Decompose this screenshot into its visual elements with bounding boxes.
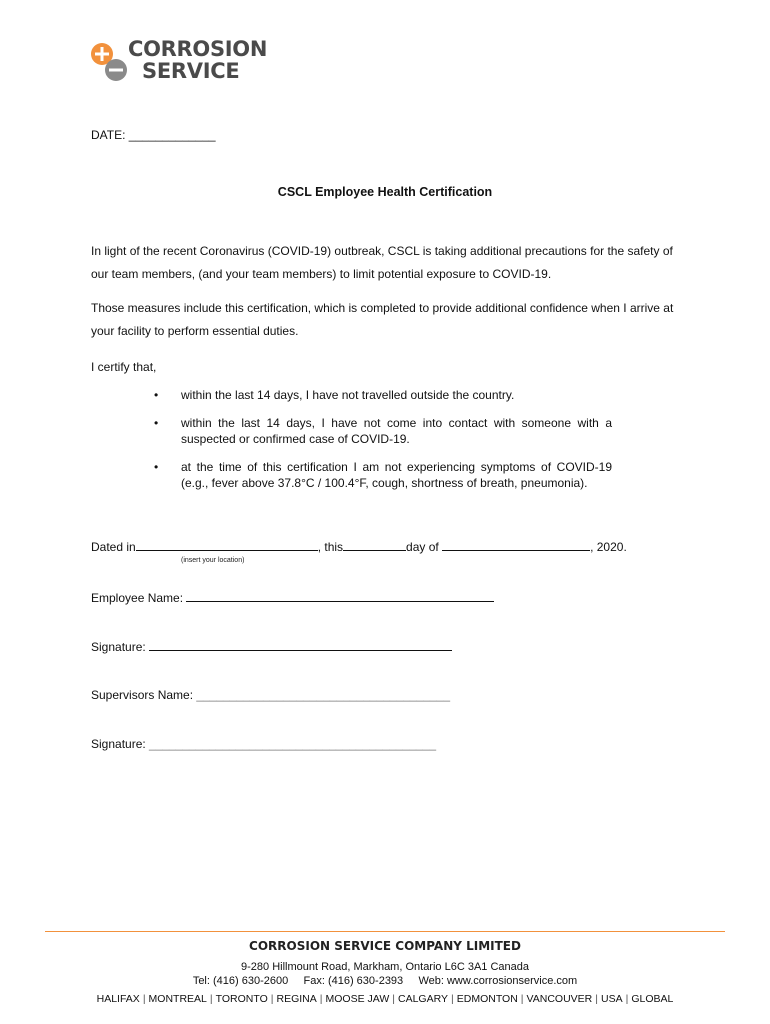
supervisor-name-blank[interactable]: ______________________________________ xyxy=(196,688,450,702)
office-locations xyxy=(0,993,770,1005)
employee-name-blank[interactable] xyxy=(186,590,494,602)
employee-signature-blank[interactable] xyxy=(149,639,452,651)
measures-paragraph: Those measures include this certification, which is completed to provide additional confidence when I arrive at your facility to perform essential duties. xyxy=(91,301,674,338)
dated-prefix: Dated in xyxy=(91,540,136,554)
separator: | xyxy=(142,993,146,1005)
supervisor-name-field xyxy=(91,688,450,702)
logo-wordmark xyxy=(128,38,267,82)
city-item: USA xyxy=(601,993,623,1005)
separator: | xyxy=(392,993,395,1005)
city-item: VANCOUVER xyxy=(526,993,593,1005)
company-name: CORROSION SERVICE COMPANY LIMITED xyxy=(249,939,521,953)
month-blank[interactable] xyxy=(442,540,590,551)
employee-signature-label: Signature: xyxy=(91,640,146,654)
supervisor-signature-blank[interactable]: ___________________________________________ xyxy=(149,737,437,751)
date-blank: _____________ xyxy=(128,128,216,142)
certify-paragraph: I certify that, xyxy=(91,360,157,374)
list-item xyxy=(152,387,612,403)
website-link[interactable]: Web: www.corrosionservice.com xyxy=(418,975,578,987)
bullet-marker: • xyxy=(154,388,159,402)
location-note: (insert your location) xyxy=(181,557,245,564)
separator: | xyxy=(520,993,524,1005)
list-item xyxy=(152,459,612,491)
supervisor-signature-label: Signature: xyxy=(91,737,146,751)
bullet-marker: • xyxy=(154,416,159,430)
supervisor-signature-field xyxy=(91,737,436,751)
company-logo xyxy=(90,38,270,84)
plus-minus-icon xyxy=(90,42,130,82)
date-label: DATE: xyxy=(91,128,126,142)
city-item: GLOBAL xyxy=(631,993,674,1005)
footer-divider xyxy=(45,931,725,932)
certification-list xyxy=(152,387,612,503)
separator: | xyxy=(625,993,629,1005)
list-item-text: within the last 14 days, I have not come into contact with someone with a suspected or confirmed case of COVID-19. xyxy=(181,416,612,446)
separator: | xyxy=(595,993,598,1005)
city-item: MOOSE JAW xyxy=(325,993,390,1005)
list-item-text: within the last 14 days, I have not travelled outside the country. xyxy=(181,388,515,402)
city-item: REGINA xyxy=(276,993,317,1005)
city-item: MONTREAL xyxy=(148,993,207,1005)
city-item: HALIFAX xyxy=(96,993,140,1005)
dated-line xyxy=(91,540,627,554)
company-address xyxy=(0,960,770,988)
list-item xyxy=(152,415,612,447)
city-item: CALGARY xyxy=(398,993,448,1005)
separator: | xyxy=(270,993,274,1005)
dated-day-of: day of xyxy=(406,540,439,554)
fax-number: Fax: (416) 630-2393 xyxy=(303,975,404,987)
employee-name-label: Employee Name: xyxy=(91,591,184,605)
location-blank[interactable] xyxy=(136,540,318,551)
employee-name-field xyxy=(91,590,494,605)
logo-line-2: SERVICE xyxy=(142,59,240,83)
separator: | xyxy=(451,993,454,1005)
list-item-text: at the time of this certification I am not experiencing symptoms of COVID-19 (e.g., fever above 37.8°C / 100.4°F, cough, shortness of breath, pneumonia). xyxy=(181,460,612,490)
day-blank[interactable] xyxy=(343,540,406,551)
bullet-marker: • xyxy=(154,460,159,474)
city-item: TORONTO xyxy=(215,993,268,1005)
separator: | xyxy=(209,993,213,1005)
city-item: EDMONTON xyxy=(456,993,518,1005)
document-title: CSCL Employee Health Certification xyxy=(277,185,493,199)
dated-this: , this xyxy=(317,540,344,554)
address-line: 9-280 Hillmount Road, Markham, Ontario L6C 3A1 Canada xyxy=(241,961,529,973)
contact-line xyxy=(0,974,770,988)
phone-number: Tel: (416) 630-2600 xyxy=(192,975,289,987)
employee-signature-field xyxy=(91,639,452,654)
separator: | xyxy=(319,993,323,1005)
supervisor-name-label: Supervisors Name: xyxy=(91,688,194,702)
dated-year: , 2020. xyxy=(590,540,627,554)
date-line xyxy=(91,128,216,142)
logo-line-1: CORROSION xyxy=(128,37,268,61)
intro-paragraph: In light of the recent Coronavirus (COVID-19) outbreak, CSCL is taking additional precautions for the safety of our team members, (and your team members) to limit potential exposure to COVID-19. xyxy=(91,244,673,281)
